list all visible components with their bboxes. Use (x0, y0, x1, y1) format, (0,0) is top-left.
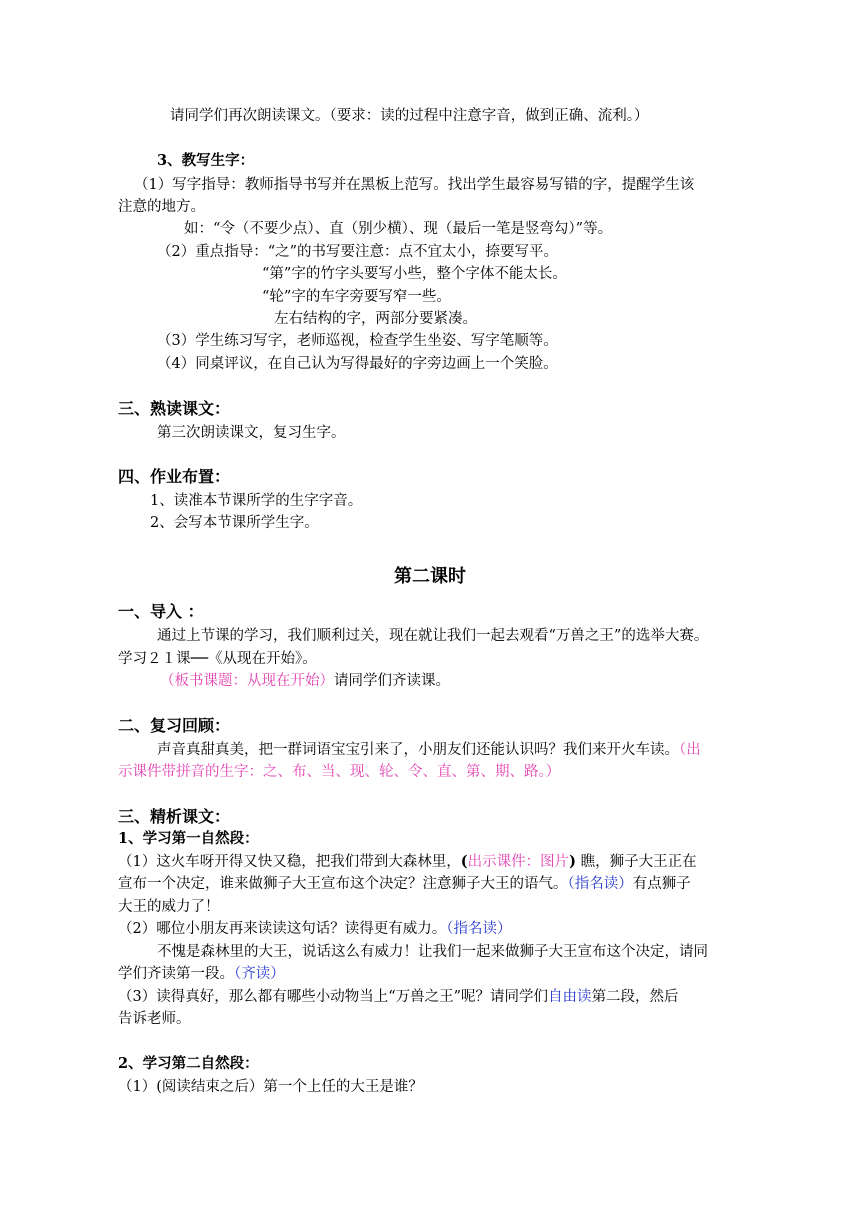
paragraph-line: 声音真甜真美，把一群词语宝宝引来了，小朋友们还能认识吗？我们来开火车读。（出 (157, 742, 701, 758)
paragraph-line: 左右结构的字，两部分要紧凑。 (274, 311, 477, 327)
paragraph-line: 如：“令（不要少点）、直（别少横）、现（最后一笔是竖弯勾）”等。 (184, 221, 613, 237)
paragraph-line: 告诉老师。 (118, 1011, 191, 1027)
paragraph-line: （3）读得真好，那么都有哪些小动物当上“万兽之王”呢？请同学们自由读第二段，然后 (118, 989, 679, 1005)
paragraph-line: （3）学生练习写字，老师巡视，检查学生坐姿、写字笔顺等。 (157, 333, 558, 349)
board-title-note: （板书课题：从现在开始） (160, 673, 334, 689)
paragraph-line: （2）哪位小朋友再来读读这句话？读得更有威力。（指名读） (118, 921, 512, 937)
paragraph-line: （1）这火车呀开得又快又稳，把我们带到大森林里，(出示课件：图片) 瞧，狮子大王正在 (118, 853, 697, 870)
section-heading-analysis: 三、精析课文： (118, 807, 231, 826)
paragraph-line: 第三次朗读课文，复习生字。 (157, 425, 346, 441)
paragraph-line: 不愧是森林里的大王，说话这么有威力！让我们一起来做狮子大王宣布这个决定，请同 (157, 944, 708, 960)
section-heading-read-text: 三、熟读课文： (118, 399, 231, 418)
paragraph-line: （板书课题：从现在开始）请同学们齐读课。 (160, 673, 450, 689)
paragraph-line: 学们齐读第一段。（齐读） (118, 966, 285, 982)
paragraph-line: （4）同桌评议，在自己认为写得最好的字旁边画上一个笑脸。 (157, 356, 558, 372)
paragraph-line (118, 761, 560, 783)
subheading-paragraph-two: 2、学习第二自然段： (118, 1055, 259, 1072)
paragraph-line: 学习２１课──《从现在开始》。 (118, 651, 317, 667)
paragraph-line: 大王的威力了！ (118, 899, 220, 915)
paragraph-line: （2）重点指导：“之”的书写要注意：点不宜太小，捺要写平。 (157, 244, 559, 260)
section-heading-intro: 一、导入 ： (118, 602, 204, 621)
paragraph-line: 注意的地方。 (118, 199, 205, 215)
paragraph-line: “第”字的竹字头要写小些，整个字体不能太长。 (262, 266, 567, 282)
subheading-paragraph-one: 1、学习第一自然段： (118, 830, 259, 847)
courseware-note: 示课件带拼音的生字：之、布、当、现、轮、令、直、第、期、路。） (118, 764, 561, 780)
reading-instruction: 请同学们再次朗读课文。（要求：读的过程中注意字音，做到正确、流利。） (170, 108, 649, 124)
lesson-title: 第二课时 (394, 566, 466, 587)
paragraph-line: 宣布一个决定，谁来做狮子大王宣布这个决定？注意狮子大王的语气。（指名读）有点狮子 (118, 876, 691, 892)
paragraph-line: “轮”字的车字旁要写窄一些。 (262, 289, 451, 305)
section-heading-review: 二、复习回顾： (118, 716, 231, 735)
paragraph-line: 1、读准本节课所学的生字字音。 (150, 493, 363, 509)
paragraph-line: （1）写字指导：教师指导书写并在黑板上范写。找出学生最容易写错的字，提醒学生该 (134, 177, 695, 193)
paragraph-line: 通过上节课的学习，我们顺利过关，现在就让我们一起去观看“万兽之王”的选举大赛。 (157, 628, 709, 644)
section-heading-homework: 四、作业布置： (118, 467, 231, 486)
paragraph-line: （1）(阅读结束之后）第一个上任的大王是谁？ (118, 1079, 423, 1095)
section-heading-teach-writing: 3、教写生字： (157, 152, 255, 169)
paragraph-line: 2、会写本节课所学生字。 (150, 515, 319, 531)
